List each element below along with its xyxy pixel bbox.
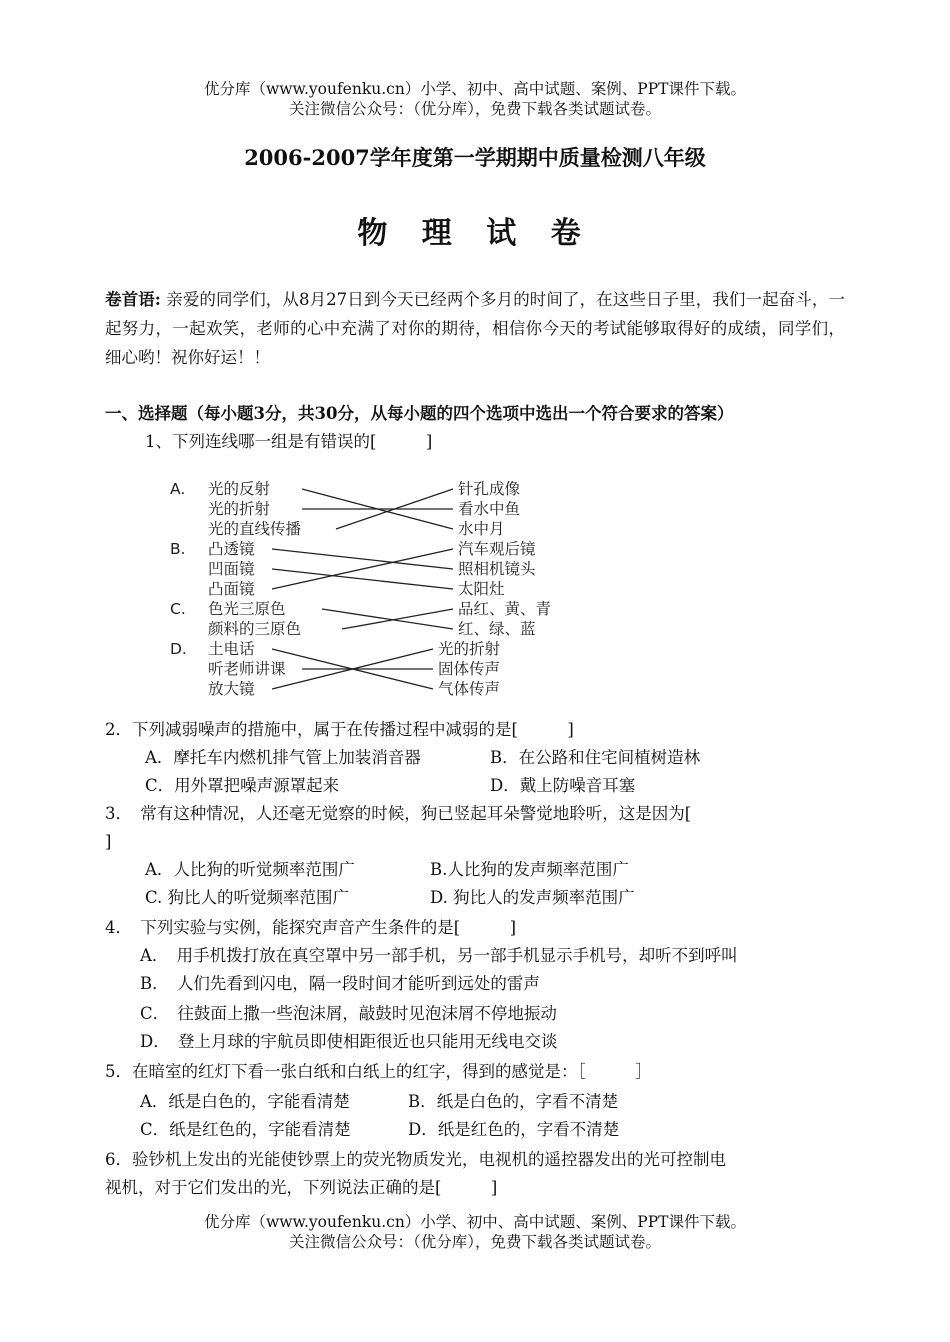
b-left-2: 凹面镜 [208,560,255,578]
q6-stem-line2: 视机，对于它们发出的光，下列说法正确的是[ ] [105,1178,498,1197]
q3-stem-end: ] [105,832,112,851]
b-right-1: 汽车观后镜 [458,540,536,558]
c-left-2: 颜料的三原色 [208,620,302,638]
d-left-2: 听老师讲课 [208,660,286,678]
group-label-b: B. [170,540,186,558]
header-line-2: 关注微信公众号：（优分库），免费下载各类试题试卷。 [288,100,661,118]
header-line-1: 优分库（www.youfenku.cn）小学、初中、高中试题、案例、PPT课件下载。 [203,80,747,98]
q5-stem: 5．在暗室的红灯下看一张白纸和白纸上的红字，得到的感觉是：［ ］ [105,1062,652,1081]
link-b1 [272,549,453,569]
q6-stem-line1: 6．验钞机上发出的光能使钞票上的荧光物质发光，电视机的遥控器发出的光可控制电 [105,1150,726,1169]
footer-line-2: 关注微信公众号：（优分库），免费下载各类试题试卷。 [288,1233,661,1251]
q1-stem: 1、下列连线哪一组是有错误的[ ] [145,432,433,451]
link-b3 [272,549,453,589]
intro-text: 亲爱的同学们，从8月27日到今天已经两个多月的时间了，在这些日子里，我们一起奋斗，一起努力，一起欢笑，老师的心中充满了对你的期待，相信你今天的考试能够取得好的成绩，同学们，细心哟！祝你好运！！ [105,290,845,367]
q3-option-a: A．人比狗的听觉频率范围广 [145,860,355,879]
subject-title: 物 理 试 卷 [357,216,593,251]
q2-stem: 2．下列减弱噪声的措施中，属于在传播过程中减弱的是[ ] [105,720,574,739]
a-left-1: 光的反射 [208,480,271,498]
section-heading: 一、选择题（每小题3分，共30分，从每小题的四个选项中选出一个符合要求的答案） [105,404,734,423]
intro-paragraph [105,285,845,372]
q2-option-c: C．用外罩把噪声源罩起来 [145,776,340,795]
group-label-a: A. [170,480,186,498]
d-right-3: 气体传声 [438,680,501,698]
q4-option-c: C． 往鼓面上撒一些泡沫屑，敲鼓时见泡沫屑不停地振动 [140,1004,557,1023]
q4-stem: 4． 下列实验与实例，能探究声音产生条件的是[ ] [105,918,517,937]
q4-option-d: D． 登上月球的宇航员即使相距很近也只能用无线电交谈 [140,1032,558,1051]
q5-option-a: A．纸是白色的，字能看清楚 [140,1092,350,1111]
d-left-1: 土电话 [208,640,255,658]
exam-title: 2006-2007学年度第一学期期中质量检测八年级 [244,145,706,170]
b-left-3: 凸面镜 [208,580,255,598]
b-right-3: 太阳灶 [458,580,505,598]
q4-option-b: B． 人们先看到闪电，隔一段时间才能听到远处的雷声 [140,974,540,993]
group-label-c: C. [170,600,186,618]
d-right-2: 固体传声 [438,660,501,678]
d-right-1: 光的折射 [438,640,501,658]
link-b2 [272,569,453,589]
matching-diagram [160,474,580,700]
q2-option-b: B．在公路和住宅间植树造林 [490,748,701,767]
c-left-1: 色光三原色 [208,600,286,618]
a-right-3: 水中月 [458,520,505,538]
a-right-1: 针孔成像 [458,480,521,498]
b-right-2: 照相机镜头 [458,560,536,578]
a-left-3: 光的直线传播 [208,520,302,538]
a-left-2: 光的折射 [208,500,271,518]
group-label-d: D. [170,640,187,658]
d-left-3: 放大镜 [208,680,255,698]
q4-option-a: A． 用手机拨打放在真空罩中另一部手机，另一部手机显示手机号，却听不到呼叫 [140,946,738,965]
q3-option-b: B.人比狗的发声频率范围广 [430,860,629,879]
q5-option-d: D．纸是红色的，字看不清楚 [408,1120,620,1139]
q3-option-c: C. 狗比人的听觉频率范围广 [145,888,350,907]
b-left-1: 凸透镜 [208,540,255,558]
q2-option-a: A．摩托车内燃机排气管上加装消音器 [145,748,421,767]
q2-option-d: D．戴上防噪音耳塞 [490,776,636,795]
a-right-2: 看水中鱼 [458,500,521,518]
c-right-2: 红、绿、蓝 [458,620,536,638]
intro-label: 卷首语: [105,290,161,309]
q5-option-b: B．纸是白色的，字看不清楚 [408,1092,619,1111]
footer-line-1: 优分库（www.youfenku.cn）小学、初中、高中试题、案例、PPT课件下载。 [203,1213,747,1231]
c-right-1: 品红、黄、青 [458,600,552,618]
q5-option-c: C．纸是红色的，字能看清楚 [140,1120,351,1139]
q3-option-d: D. 狗比人的发声频率范围广 [430,888,635,907]
q3-stem: 3． 常有这种情况，人还毫无觉察的时候，狗已竖起耳朵警觉地聆听，这是因为[ [105,804,692,823]
